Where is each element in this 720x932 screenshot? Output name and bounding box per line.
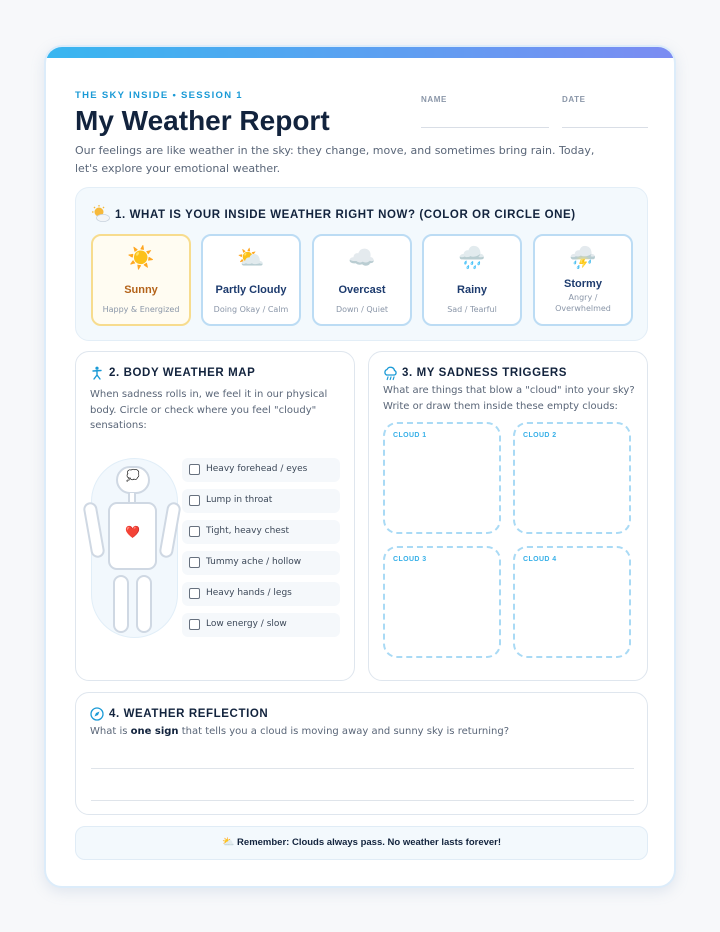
page-title: My Weather Report bbox=[75, 105, 330, 136]
name-field[interactable] bbox=[421, 127, 549, 128]
option-desc: Doing Okay / Calm bbox=[213, 305, 289, 314]
checkbox[interactable] bbox=[189, 526, 200, 537]
check-item[interactable] bbox=[182, 613, 340, 637]
intro-text: Our feelings are like weather in the sky: they change, move, and sometimes bring rain. Today, let's explore your emotional weather. bbox=[75, 144, 595, 175]
section-weather-reflection bbox=[75, 692, 648, 815]
weather-option-sunny[interactable] bbox=[91, 234, 191, 326]
checkbox[interactable] bbox=[189, 464, 200, 475]
check-label: Tummy ache / hollow bbox=[206, 557, 302, 567]
accessibility-icon bbox=[90, 366, 104, 380]
section2-desc: When sadness rolls in, we feel it in our physical body. Circle or check where you feel "cloudy" sensations: bbox=[90, 389, 328, 431]
compass-icon bbox=[90, 707, 104, 721]
trigger-cloud-3[interactable] bbox=[383, 546, 501, 658]
trigger-cloud-4[interactable] bbox=[513, 546, 631, 658]
section3-desc: What are things that blow a "cloud" into your sky? Write or draw them inside these empty clouds: bbox=[383, 385, 635, 412]
cloud-label: CLOUD 1 bbox=[393, 432, 427, 439]
weather-option-overcast[interactable] bbox=[312, 234, 412, 326]
body-left-leg[interactable] bbox=[113, 575, 129, 633]
reflection-question bbox=[90, 724, 635, 740]
section2-title: 2. BODY WEATHER MAP bbox=[109, 367, 256, 379]
body-right-leg[interactable] bbox=[136, 575, 152, 633]
check-label: Low energy / slow bbox=[206, 619, 287, 629]
reminder-text: Remember: Clouds always pass. No weather lasts forever! bbox=[237, 837, 502, 848]
check-item[interactable] bbox=[182, 551, 340, 575]
date-field[interactable] bbox=[562, 127, 648, 128]
trigger-cloud-2[interactable] bbox=[513, 422, 631, 534]
cloud-icon: ☁️ bbox=[348, 245, 376, 270]
question-emphasis: one sign bbox=[130, 726, 179, 737]
sun-behind-cloud-icon: ⛅ bbox=[237, 245, 265, 270]
sun-behind-cloud-icon bbox=[91, 205, 111, 223]
option-name: Rainy bbox=[457, 284, 487, 296]
checkbox[interactable] bbox=[189, 619, 200, 630]
sun-behind-cloud-icon: ⛅ bbox=[221, 837, 235, 848]
check-item[interactable] bbox=[182, 458, 340, 482]
rain-cloud-icon: 🌧️ bbox=[458, 245, 486, 270]
weather-option-rainy[interactable] bbox=[422, 234, 522, 326]
option-desc: Happy & Energized bbox=[102, 305, 180, 314]
cloud-label: CLOUD 2 bbox=[523, 432, 557, 439]
section3-title: 3. MY SADNESS TRIGGERS bbox=[402, 367, 568, 379]
check-item[interactable] bbox=[182, 520, 340, 544]
option-desc: Down / Quiet bbox=[335, 305, 389, 314]
reminder-banner bbox=[75, 826, 648, 860]
trigger-cloud-1[interactable] bbox=[383, 422, 501, 534]
section-sadness-triggers bbox=[368, 351, 648, 681]
option-name: Sunny bbox=[124, 284, 158, 296]
top-gradient-bar bbox=[46, 47, 674, 58]
thought-bubble-icon: 💭 bbox=[126, 470, 140, 482]
check-label: Lump in throat bbox=[206, 495, 273, 505]
section1-title: 1. WHAT IS YOUR INSIDE WEATHER RIGHT NOW? (COLOR OR CIRCLE ONE) bbox=[115, 209, 576, 221]
question-text: that tells you a cloud is moving away and sunny sky is returning? bbox=[178, 726, 510, 737]
heart-icon: ❤️ bbox=[125, 525, 140, 539]
checkbox[interactable] bbox=[189, 495, 200, 506]
weather-option-stormy[interactable] bbox=[533, 234, 633, 326]
storm-cloud-icon: ⛈️ bbox=[569, 245, 597, 270]
section-body-weather-map bbox=[75, 351, 355, 681]
name-label: NAME bbox=[421, 95, 447, 104]
section-inside-weather bbox=[75, 187, 648, 341]
session-kicker: THE SKY INSIDE • SESSION 1 bbox=[75, 90, 243, 101]
check-label: Heavy hands / legs bbox=[206, 588, 292, 598]
checkbox[interactable] bbox=[189, 557, 200, 568]
answer-line-2[interactable] bbox=[91, 800, 634, 801]
date-label: DATE bbox=[562, 95, 586, 104]
body-neck[interactable] bbox=[128, 493, 136, 502]
check-label: Tight, heavy chest bbox=[206, 526, 290, 536]
option-desc: Angry / Overwhelmed bbox=[555, 293, 611, 313]
option-name: Overcast bbox=[338, 284, 386, 296]
rain-cloud-icon bbox=[383, 366, 398, 381]
cloud-label: CLOUD 3 bbox=[393, 556, 427, 563]
option-name: Stormy bbox=[564, 278, 602, 290]
cloud-label: CLOUD 4 bbox=[523, 556, 557, 563]
worksheet bbox=[44, 45, 676, 888]
option-desc: Sad / Tearful bbox=[447, 305, 497, 314]
sun-icon: ☀️ bbox=[127, 245, 155, 270]
section4-title: 4. WEATHER REFLECTION bbox=[109, 708, 269, 720]
question-text: What is bbox=[90, 726, 131, 737]
answer-line-1[interactable] bbox=[91, 768, 634, 769]
check-label: Heavy forehead / eyes bbox=[206, 464, 308, 474]
weather-option-partly-cloudy[interactable] bbox=[201, 234, 301, 326]
checkbox[interactable] bbox=[189, 588, 200, 599]
check-item[interactable] bbox=[182, 489, 340, 513]
option-name: Partly Cloudy bbox=[215, 284, 287, 296]
check-item[interactable] bbox=[182, 582, 340, 606]
